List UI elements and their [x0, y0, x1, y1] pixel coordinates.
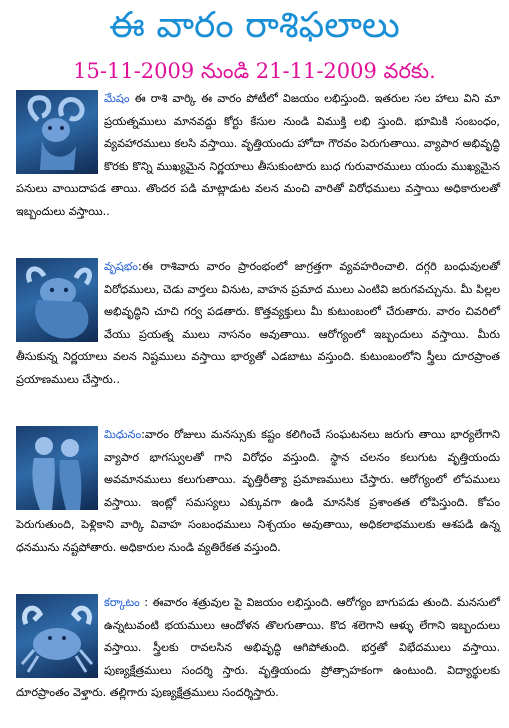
horoscope-section-gemini [16, 424, 500, 560]
prediction-aries: ఈ రాశి వార్కి ఈ వారం పోటీలో విజయం లభిస్తుంది. ఇతరుల సల హాలు విని మా ప్రయత్నములు మానవద్దు కోర్టు కేసుల నుండి విముక్తి లభి స్తుంది. భూమికి సంబంధం, వ్యవహారములు కలసి వస్తాయి. వృత్తియందు హోదా గౌరవం పెరుగుతాయి. వ్యాపార అభివృద్ధి కొరకు కొన్ని ముఖ్యమైన నిర్ణయాలు తీసుకుంటారు బుధ గురువారములు యందు ముఖ్యమైన పనులు వాయిదాపడ తాయి. తొందర పడి మాట్లాడుట వలన మంచి వారితో విరోధములు వస్తాయి అధికారులతో ఇబ్బందులు వస్తాయి.. [16, 92, 500, 218]
sign-name-aries: మేషం [104, 92, 130, 105]
taurus-bull-icon [16, 258, 98, 342]
prediction-cancer: : ఈవారం శత్రువుల పై విజయం లభిస్తుంది. ఆరోగ్యం బాగుపడు తుంది. మనసులో ఉన్నటువంటి భయములు ఆందోళన తొలగుతాయి. కొద శలెగాని ఆళ్ళు లేగాని ఇబ్బందులు వస్తాయి. స్త్రీలకు రావలసిన అభివృద్ధి ఆగిపోతుంది. భర్తతో విభేదములు వస్తాయి. పుణ్యక్షేత్రములు సందర్శి స్తారు. వృత్తియందు ప్రోత్సాహకంగా ఉంటుంది. విద్యార్థులకు దూరప్రాంతం వెళ్తారు. తల్లిగారు పుణ్యక్షేత్రములు సందర్శిస్తారు. [16, 596, 500, 700]
horoscope-section-cancer [16, 592, 500, 705]
date-range: 15-11-2009 నుండి 21-11-2009 వరకు. [73, 59, 436, 83]
horoscope-section-aries [16, 88, 500, 224]
aries-ram-icon [16, 90, 98, 174]
sign-name-cancer: కర్కాటం [104, 596, 140, 609]
prediction-gemini: :వారం రోజులు మనస్సుకు కష్టం కలిగించే సంఘటనలు జరుగు తాయి భార్యలేగాని వ్యాపార భాగస్వులతో గాని విరోధం వస్తుంది. స్థాన చలనం కలుగుట వృత్తియందు అవమానములు కలుగుతాయి. వృత్తిరీత్యా ప్రమాణములు చేస్తారు. ఆరోగ్యంలో లోపములు వస్తాయి. ఇంట్లో సమస్యలు ఎక్కువగా ఉండి మానసిక ప్రశాంతత లోపిస్తుంది. కోపం పెరుగుతుంది, పెళ్లికాని వార్కి వివాహ సంబంధములు నిశ్చయం అవుతాయి, అధికలాభములకు ఆశపడి ఉన్న ధనమును నష్టపోతారు. అధికారుల నుండి వ్యతిరేకత వస్తుంది. [16, 428, 500, 554]
cancer-crab-icon [16, 594, 98, 678]
sign-name-gemini: మిధునం [104, 428, 142, 441]
gemini-twins-icon [16, 426, 98, 510]
prediction-taurus: :ఈ రాశివారు వారం ప్రారంభంలో జాగ్రత్తగా వ్యవహరించాలి. దగ్గరి బంధువులతో విరోధములు, చెడు వార్తలు వినుట, వాహన ప్రమాద ములు ఎంటివి జరుగవచ్చును. మీ పిల్లల అభివృద్ధిని చూచి గర్వ పడతారు. కొత్తవ్యక్తులు మీ కుటుంబంలో చేరుతారు. వారం చివరిలో వేయు ప్రయత్న ములు నాసనం అవుతాయి. ఆరోగ్యంలో ఇబ్బందులు వస్తాయి. మీరు తీసుకున్న నిర్ణయాలు వలన నిష్టములు వస్తాయి భార్యతో ఎడబాటు వస్తుంది. కుటుంబంలోని స్త్రీలు దూరప్రాంత ప్రయాణములు చేస్తారు.. [16, 260, 500, 386]
horoscope-section-taurus [16, 256, 500, 392]
sign-name-taurus: వృషభం [104, 260, 138, 273]
page-title: ఈ వారం రాశిఫలాలు [109, 5, 400, 46]
